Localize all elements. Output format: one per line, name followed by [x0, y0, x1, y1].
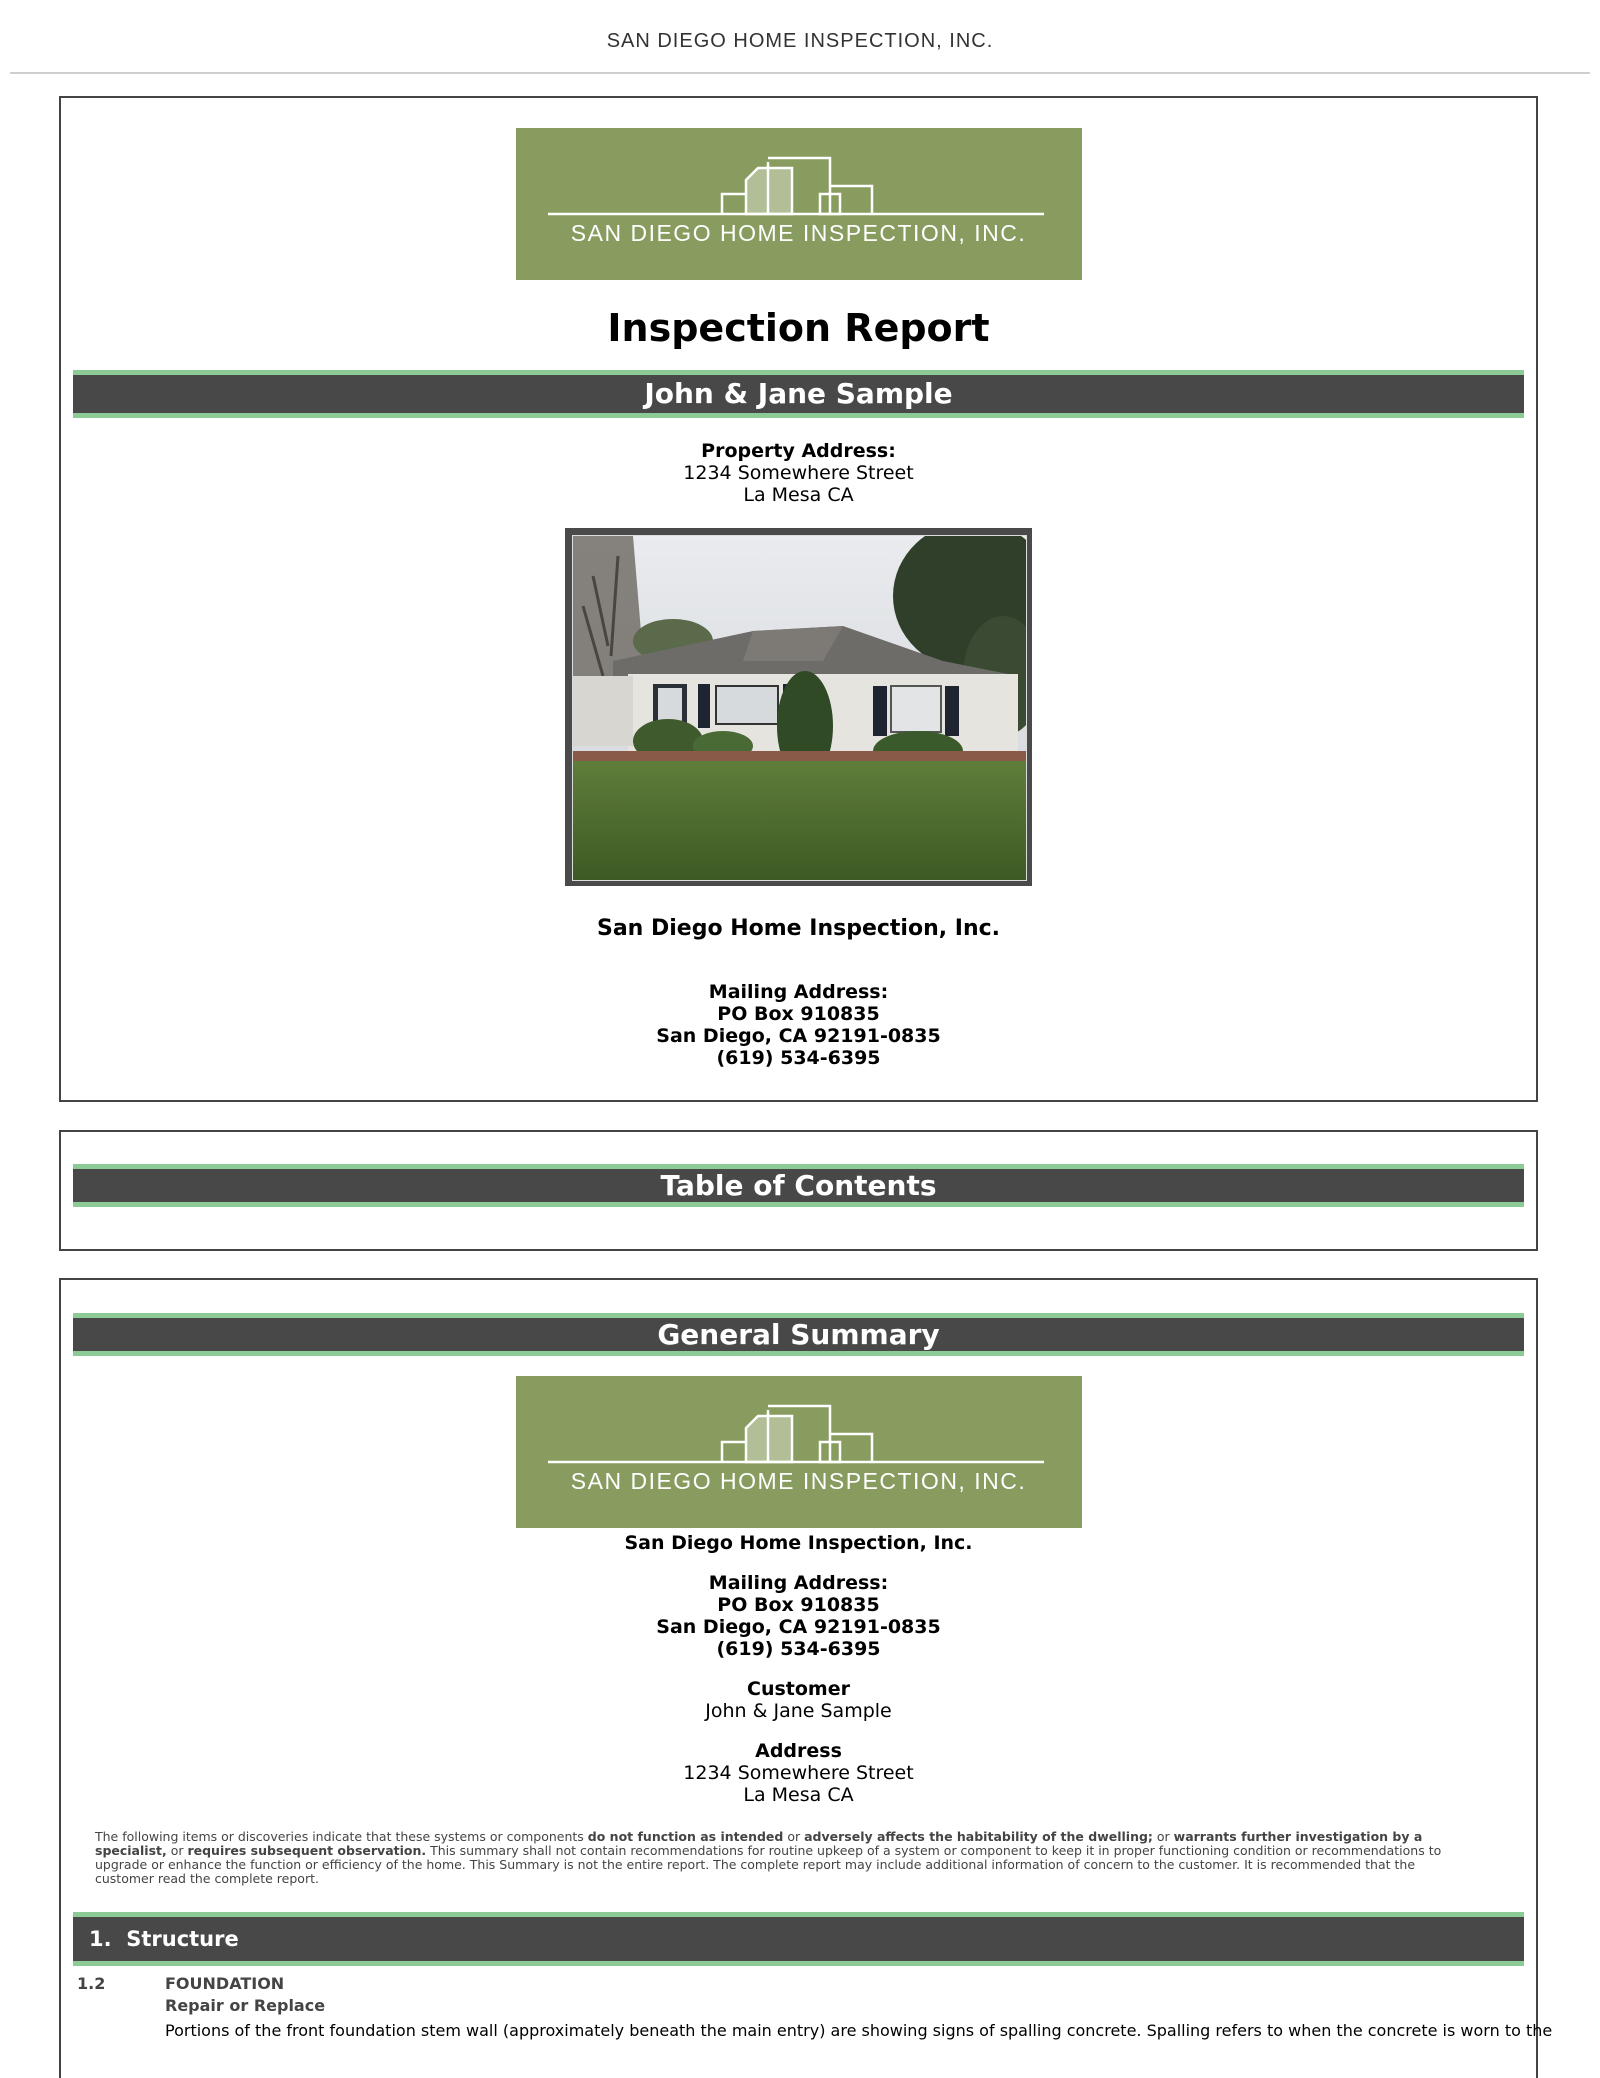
summary-phone: (619) 534-6395 [716, 1638, 881, 1660]
summary-item-row [61, 1966, 1536, 1996]
mailing-address-line1: PO Box 910835 [717, 1003, 880, 1025]
item-number: 1.2 [77, 1974, 106, 1993]
cover-panel [59, 96, 1538, 1102]
property-photo [572, 535, 1027, 881]
item-name: FOUNDATION [165, 1974, 285, 1993]
toc-panel [59, 1130, 1538, 1251]
client-name-band: John & Jane Sample [73, 370, 1524, 418]
property-photo-frame [565, 528, 1032, 886]
summary-mailing-label: Mailing Address: [708, 1572, 889, 1594]
section-number: 1. [89, 1927, 112, 1951]
site-header: SAN DIEGO HOME INSPECTION, INC. [10, 0, 1590, 74]
mailing-address-label: Mailing Address: [708, 981, 889, 1003]
item-rating: Repair or Replace [165, 1996, 326, 2015]
logo-text: SAN DIEGO HOME INSPECTION, INC. [570, 220, 1027, 246]
item-description: Portions of the front foundation stem wall (approximately beneath the main entry) are showing signs of spalling concrete. Spalling refers to when the concrete is worn to the [165, 2021, 1553, 2040]
summary-company-name: San Diego Home Inspection, Inc. [624, 1532, 973, 1554]
customer-name: John & Jane Sample [705, 1700, 892, 1722]
report-title: Inspection Report [607, 306, 990, 350]
address-line2: La Mesa CA [743, 1784, 854, 1806]
property-address-label: Property Address: [701, 440, 896, 462]
customer-label: Customer [747, 1678, 850, 1700]
summary-disclaimer: The following items or discoveries indicate that these systems or components do not function as intended or adversely affects the habitability of the dwelling; or warrants further investigation by a specialist, or requires subsequent observation. This summary shall not contain recommendations for routine upkeep of a system or component to keep it in proper functioning condition or recommendations to upgrade or enhance the function or efficiency of the home. This Summary is not the entire report. The complete report may include additional information of concern to the customer. It is recommended that the customer read the complete report. [95, 1829, 1442, 1886]
property-address-line2: La Mesa CA [743, 484, 854, 506]
summary-title-band: General Summary [73, 1313, 1524, 1356]
address-line1: 1234 Somewhere Street [683, 1762, 914, 1784]
company-name: San Diego Home Inspection, Inc. [596, 916, 1001, 941]
mailing-address-line2: San Diego, CA 92191-0835 [656, 1025, 941, 1047]
summary-company-logo [516, 1376, 1082, 1528]
company-logo [516, 128, 1082, 280]
summary-mailing-line1: PO Box 910835 [717, 1594, 880, 1616]
section-header-structure [73, 1912, 1524, 1966]
property-address-line1: 1234 Somewhere Street [683, 462, 914, 484]
summary-panel [59, 1278, 1553, 2078]
company-phone: (619) 534-6395 [716, 1047, 881, 1069]
section-title: Structure [126, 1927, 239, 1951]
address-label: Address [755, 1740, 842, 1762]
summary-logo-text: SAN DIEGO HOME INSPECTION, INC. [570, 1468, 1027, 1494]
toc-title-band: Table of Contents [73, 1164, 1524, 1207]
summary-mailing-line2: San Diego, CA 92191-0835 [656, 1616, 941, 1638]
